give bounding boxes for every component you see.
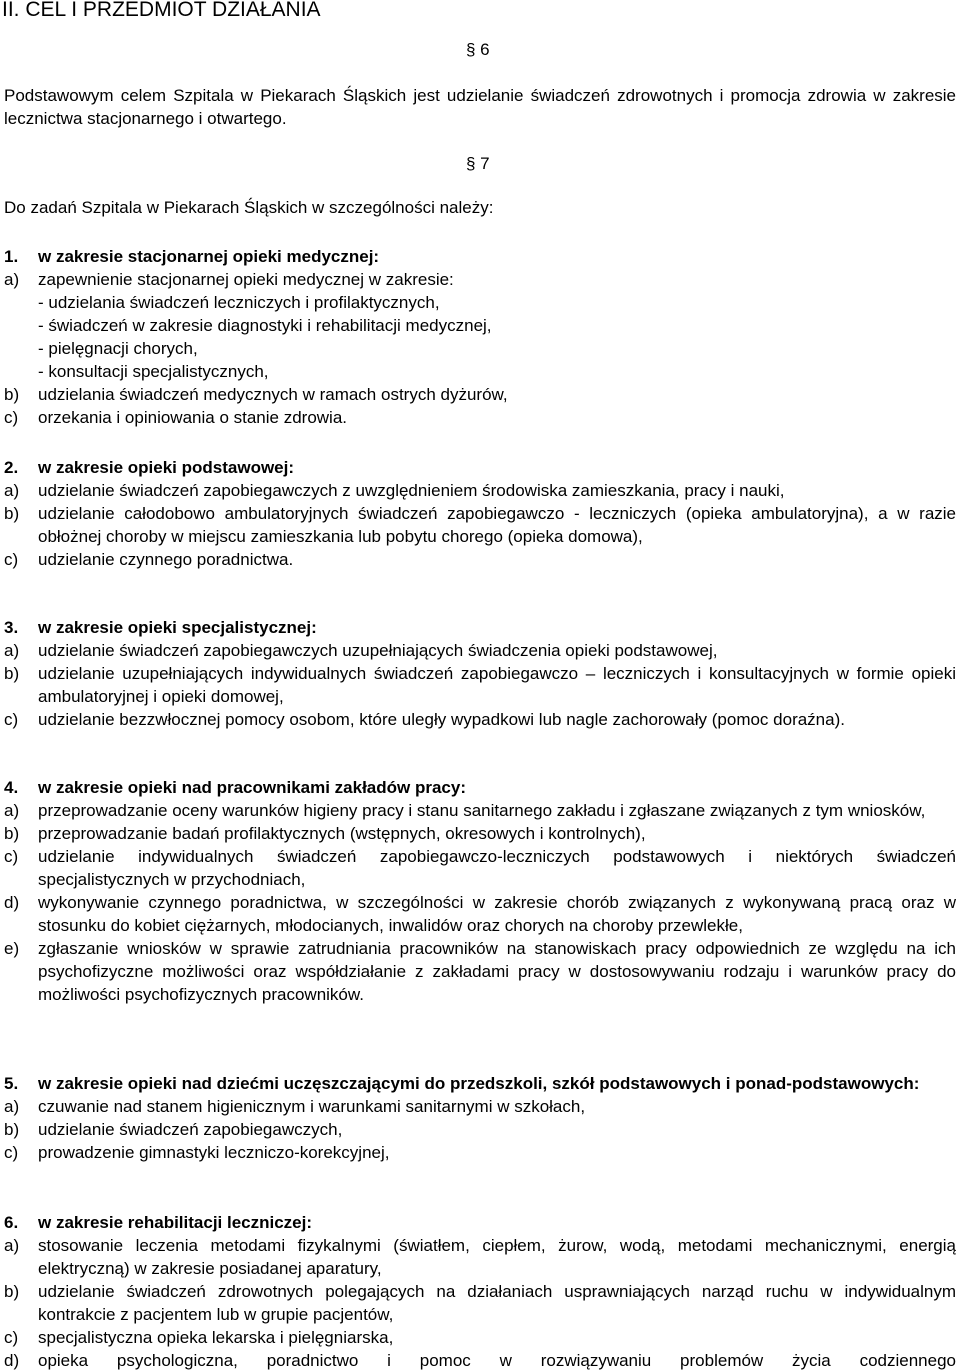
item-text: czuwanie nad stanem higienicznym i warunkami sanitarnymi w szkołach, bbox=[38, 1097, 586, 1116]
list-item bbox=[4, 1326, 956, 1349]
list-item bbox=[4, 502, 956, 548]
section-2 bbox=[4, 456, 956, 571]
item-marker: c) bbox=[4, 408, 19, 427]
item-text: udzielanie świadczeń zdrowotnych polegających na działaniach usprawniających narząd ruchu w indywidualnym kontrakcie z pacjentem lub w grupie pacjentów, bbox=[38, 1282, 956, 1324]
item-marker: d) bbox=[4, 1351, 20, 1370]
list-item bbox=[4, 383, 956, 406]
chapter-heading: II. CEL I PRZEDMIOT DZIAŁANIA bbox=[2, 0, 321, 21]
list-item bbox=[4, 548, 956, 571]
item-text: prowadzenie gimnastyki leczniczo-korekcyjnej, bbox=[38, 1143, 390, 1162]
section-title: w zakresie stacjonarnej opieki medycznej: bbox=[38, 247, 380, 266]
item-marker: a) bbox=[4, 481, 20, 500]
list-item bbox=[4, 845, 956, 891]
section-number: 3. bbox=[4, 618, 19, 637]
list-item bbox=[4, 479, 956, 502]
item-text: opieka psychologiczna, poradnictwo i pomoc w rozwiązywaniu problemów życia codziennego bbox=[38, 1351, 956, 1370]
section-title: w zakresie opieki nad dziećmi uczęszczającymi do przedszkoli, szkół podstawowych i ponad-podstawowych: bbox=[38, 1074, 920, 1093]
item-marker: a) bbox=[4, 1236, 20, 1255]
section-title: w zakresie opieki podstawowej: bbox=[38, 458, 295, 477]
item-marker: a) bbox=[4, 1097, 20, 1116]
list-item bbox=[4, 1141, 956, 1164]
list-item bbox=[4, 406, 956, 429]
list-item bbox=[4, 639, 956, 662]
item-marker: b) bbox=[4, 664, 20, 683]
item-text: udzielanie czynnego poradnictwa. bbox=[38, 550, 294, 569]
item-marker: b) bbox=[4, 824, 20, 843]
item-text: udzielanie świadczeń zapobiegawczych, bbox=[38, 1120, 343, 1139]
list-item bbox=[4, 937, 956, 1006]
section-title: w zakresie rehabilitacji leczniczej: bbox=[38, 1213, 313, 1232]
section-title: w zakresie opieki specjalistycznej: bbox=[38, 618, 317, 637]
list-item bbox=[4, 891, 956, 937]
item-marker: a) bbox=[4, 641, 20, 660]
item-text: zapewnienie stacjonarnej opieki medycznej w zakresie: bbox=[38, 270, 454, 289]
section-number: 2. bbox=[4, 458, 19, 477]
section-6 bbox=[4, 1211, 956, 1372]
item-marker: c) bbox=[4, 1143, 19, 1162]
item-text: stosowanie leczenia metodami fizykalnymi (światłem, ciepłem, żurow, wodą, metodami mechanicznymi, energią elektryczną) w zakresie posiadanej aparatury, bbox=[38, 1236, 956, 1278]
item-text: udzielanie całodobowo ambulatoryjnych świadczeń zapobiegawczo - leczniczych (opieka ambulatoryjna), a w razie obłożnej choroby w miejscu zamieszkania lub pobytu chorego (opieka domowa), bbox=[38, 504, 956, 546]
list-item bbox=[4, 268, 956, 291]
item-text: udzielania świadczeń medycznych w ramach ostrych dyżurów, bbox=[38, 385, 508, 404]
item-marker: a) bbox=[4, 801, 20, 820]
item-marker: b) bbox=[4, 1282, 20, 1301]
item-marker: c) bbox=[4, 550, 19, 569]
list-item bbox=[4, 822, 956, 845]
section-1 bbox=[4, 245, 956, 429]
list-item bbox=[4, 1118, 956, 1141]
paragraph-7-text: Do zadań Szpitala w Piekarach Śląskich w szczególności należy: bbox=[4, 198, 494, 217]
list-item bbox=[4, 1095, 956, 1118]
paragraph-7-mark: § 7 bbox=[466, 154, 490, 173]
item-text: udzielanie świadczeń zapobiegawczych uzupełniających świadczenia opieki podstawowej, bbox=[38, 641, 718, 660]
item-text: udzielanie indywidualnych świadczeń zapobiegawczo-leczniczych podstawowych i niektórych świadczeń specjalistycznych w przychodniach, bbox=[38, 847, 956, 889]
sub-item: - konsultacji specjalistycznych, bbox=[38, 362, 269, 381]
list-item bbox=[4, 799, 956, 822]
section-number: 6. bbox=[4, 1213, 19, 1232]
sub-item: - pielęgnacji chorych, bbox=[38, 339, 198, 358]
list-item bbox=[4, 1234, 956, 1280]
item-text: udzielanie bezzwłocznej pomocy osobom, które uległy wypadkowi lub nagle zachorowały (pomoc doraźna). bbox=[38, 710, 845, 729]
section-title: w zakresie opieki nad pracownikami zakładów pracy: bbox=[38, 778, 466, 797]
list-item bbox=[4, 1280, 956, 1326]
paragraph-6-mark: § 6 bbox=[466, 40, 490, 59]
sub-item: - udzielania świadczeń leczniczych i profilaktycznych, bbox=[38, 293, 440, 312]
item-text: udzielanie świadczeń zapobiegawczych z uwzględnieniem środowiska zamieszkania, pracy i nauki, bbox=[38, 481, 785, 500]
item-marker: d) bbox=[4, 893, 20, 912]
list-item bbox=[4, 708, 956, 731]
item-marker: e) bbox=[4, 939, 20, 958]
list-item bbox=[4, 662, 956, 708]
item-text: zgłaszanie wniosków w sprawie zatrudniania pracowników na stanowiskach pracy odpowiednich ze względu na ich psychofizyczne możliwości oraz współdziałanie z zakładami pracy w dostosowywaniu rodzaju i warunków pracy do możliwości psychofizycznych pracowników. bbox=[38, 939, 956, 1004]
paragraph-6-text: Podstawowym celem Szpitala w Piekarach Śląskich jest udzielanie świadczeń zdrowotnych i promocja zdrowia w zakresie lecznictwa stacjonarnego i otwartego. bbox=[4, 86, 956, 128]
section-4 bbox=[4, 776, 956, 1006]
section-number: 4. bbox=[4, 778, 19, 797]
item-marker: a) bbox=[4, 270, 20, 289]
section-5 bbox=[4, 1072, 956, 1164]
item-marker: b) bbox=[4, 504, 20, 523]
section-number: 5. bbox=[4, 1074, 19, 1093]
item-text: specjalistyczna opieka lekarska i pielęgniarska, bbox=[38, 1328, 394, 1347]
item-text: udzielanie uzupełniających indywidualnych świadczeń zapobiegawczo – leczniczych i konsultacyjnych w formie opieki ambulatoryjnej i opieki domowej, bbox=[38, 664, 956, 706]
section-number: 1. bbox=[4, 247, 19, 266]
item-text: przeprowadzanie oceny warunków higieny pracy i stanu sanitarnego zakładu i zgłaszane związanych z tym wniosków, bbox=[38, 801, 926, 820]
item-marker: b) bbox=[4, 385, 20, 404]
sub-item: - świadczeń w zakresie diagnostyki i rehabilitacji medycznej, bbox=[38, 316, 492, 335]
item-marker: c) bbox=[4, 1328, 19, 1347]
item-marker: c) bbox=[4, 710, 19, 729]
item-text: przeprowadzanie badań profilaktycznych (wstępnych, okresowych i kontrolnych), bbox=[38, 824, 646, 843]
item-marker: b) bbox=[4, 1120, 20, 1139]
item-text: wykonywanie czynnego poradnictwa, w szczególności w zakresie chorób związanych z wykonywaną pracą oraz w stosunku do kobiet ciężarnych, młodocianych, inwalidów oraz chorych na choroby przewlekłe, bbox=[38, 893, 956, 935]
item-marker: c) bbox=[4, 847, 19, 866]
section-3 bbox=[4, 616, 956, 731]
item-text: orzekania i opiniowania o stanie zdrowia. bbox=[38, 408, 348, 427]
